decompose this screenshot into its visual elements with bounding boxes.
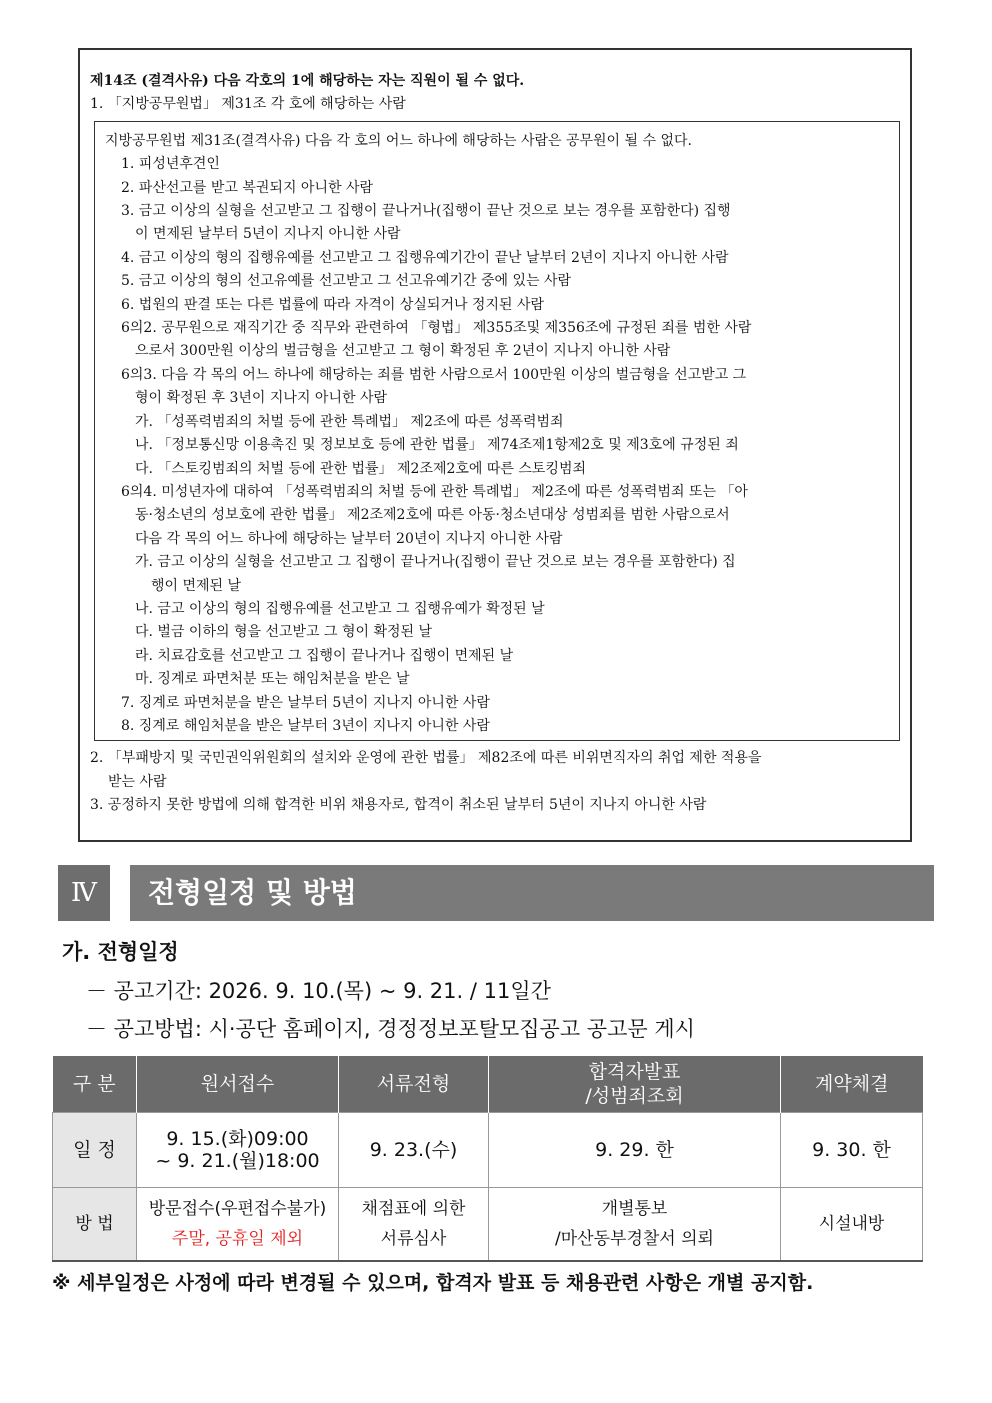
announce-method [489, 1188, 781, 1262]
announce-method-line2: /마산동부경찰서 의뢰 [555, 1229, 714, 1249]
footnote: ※ 세부일정은 사정에 따라 변경될 수 있으며, 합격자 발표 등 채용관련 사항은 개별 공지함. [52, 1272, 814, 1294]
header-document: 서류전형 [339, 1056, 489, 1113]
law31-line: 가. 「성폭력범죄의 처벌 등에 관한 특례법」 제2조에 따른 성폭력범죄 [135, 413, 564, 430]
receipt-method-line1: 방문접수(우편접수불가) [148, 1199, 327, 1219]
law31-line: 7. 징계로 파면처분을 받은 날부터 5년이 지나지 아니한 사람 [121, 694, 490, 711]
law31-line: 다. 「스토킹범죄의 처벌 등에 관한 법률」 제2조제2호에 따른 스토킹범죄 [135, 460, 587, 477]
header-contract: 계약체결 [781, 1056, 923, 1113]
notice-method: － 공고방법: 시·공단 홈페이지, 경정정보포탈모집공고 공고문 게시 [86, 1017, 695, 1041]
table-header-row [53, 1056, 923, 1113]
document-method-line2: 서류심사 [380, 1229, 447, 1249]
law31-line: 6의2. 공무원으로 재직기간 중 직무와 관련하여 「형법」 제355조및 제356조에 규정된 죄를 범한 사람 [121, 320, 752, 337]
schedule-table [52, 1056, 923, 1262]
announce-schedule: 9. 29. 한 [489, 1113, 781, 1188]
law31-line: 다음 각 목의 어느 하나에 해당하는 날부터 20년이 지나지 아니한 사람 [135, 530, 563, 547]
contract-schedule: 9. 30. 한 [781, 1113, 923, 1188]
document-schedule: 9. 23.(수) [339, 1113, 489, 1188]
law31-line: 나. 금고 이상의 형의 집행유예를 선고받고 그 집행유예가 확정된 날 [135, 600, 545, 617]
receipt-method-note: 주말, 공휴일 제외 [171, 1229, 304, 1249]
law31-line: 3. 금고 이상의 실형을 선고받고 그 집행이 끝나거나(집행이 끝난 것으로 보는 경우를 포함한다) 집행 [121, 203, 731, 220]
law31-line: 동·청소년의 성보호에 관한 법률」 제2조제2호에 따른 아동·청소년대상 성범죄를 범한 사람으로서 [135, 507, 730, 524]
law31-line: 5. 금고 이상의 형의 선고유예를 선고받고 그 선고유예기간 중에 있는 사람 [121, 273, 572, 290]
law31-line: 8. 징계로 해임처분을 받은 날부터 3년이 지나지 아니한 사람 [121, 717, 490, 734]
law31-line: 6의4. 미성년자에 대하여 「성폭력범죄의 처벌 등에 관한 특례법」 제2조에 따른 성폭력범죄 또는 「아 [121, 483, 748, 500]
article14-item1: 1. 「지방공무원법」 제31조 각 호에 해당하는 사람 [90, 96, 406, 113]
contract-method: 시설내방 [781, 1188, 923, 1262]
header-announce [489, 1056, 781, 1113]
sub-heading: 가. 전형일정 [62, 940, 179, 964]
receipt-end: ~ 9. 21.(월)18:00 [155, 1150, 320, 1172]
article14-item3: 3. 공정하지 못한 방법에 의해 합격한 비위 채용자로, 합격이 취소된 날부터 5년이 지나지 아니한 사람 [90, 797, 707, 814]
article14-item2: 2. 「부패방지 및 국민권익위원회의 설치와 운영에 관한 법률」 제82조에 따른 비위면직자의 취업 제한 적용을 [90, 750, 762, 767]
law31-line: 라. 치료감호를 선고받고 그 집행이 끝나거나 집행이 면제된 날 [135, 647, 514, 664]
receipt-method [137, 1188, 339, 1262]
document-method [339, 1188, 489, 1262]
article14-item2-cont: 받는 사람 [108, 773, 167, 790]
law31-intro: 지방공무원법 제31조(결격사유) 다음 각 호의 어느 하나에 해당하는 사람은 공무원이 될 수 없다. [105, 132, 692, 149]
row-label-schedule: 일 정 [53, 1113, 137, 1188]
header-announce-line2: /성범죄조회 [585, 1085, 684, 1107]
law31-line: 가. 금고 이상의 실형을 선고받고 그 집행이 끝나거나(집행이 끝난 것으로 보는 경우를 포함한다) 집 [135, 554, 736, 571]
law31-line: 나. 「정보통신망 이용촉진 및 정보보호 등에 관한 법률」 제74조제1항제2호 및 제3호에 규정된 죄 [135, 437, 739, 454]
header-announce-line1: 합격자발표 [588, 1061, 681, 1083]
article14-box [78, 48, 912, 842]
receipt-schedule [137, 1113, 339, 1188]
header-receipt: 원서접수 [137, 1056, 339, 1113]
document-method-line1: 채점표에 의한 [361, 1199, 466, 1219]
law31-line: 마. 징계로 파면처분 또는 해임처분을 받은 날 [135, 671, 410, 688]
law31-line: 으로서 300만원 이상의 벌금형을 선고받고 그 형이 확정된 후 2년이 지나지 아니한 사람 [135, 343, 671, 360]
law31-line: 2. 파산선고를 받고 복권되지 아니한 사람 [121, 179, 373, 196]
header-category: 구 분 [53, 1056, 137, 1113]
announce-method-line1: 개별통보 [601, 1199, 668, 1219]
law31-line: 1. 피성년후견인 [121, 156, 220, 173]
law31-line: 행이 면제된 날 [151, 577, 242, 594]
law31-line: 4. 금고 이상의 형의 집행유예를 선고받고 그 집행유예기간이 끝난 날부터 2년이 지나지 아니한 사람 [121, 249, 729, 266]
law31-line: 형이 확정된 후 3년이 지나지 아니한 사람 [135, 390, 387, 407]
section-header [58, 865, 934, 921]
law31-line: 6의3. 다음 각 목의 어느 하나에 해당하는 죄를 범한 사람으로서 100만원 이상의 벌금형을 선고받고 그 [121, 366, 747, 383]
notice-period: － 공고기간: 2026. 9. 10.(목) ~ 9. 21. / 11일간 [86, 979, 551, 1003]
table-row [53, 1188, 923, 1262]
law31-line: 다. 벌금 이하의 형을 선고받고 그 형이 확정된 날 [135, 624, 433, 641]
law31-box [94, 121, 900, 742]
row-label-method: 방 법 [53, 1188, 137, 1262]
receipt-start: 9. 15.(화)09:00 [166, 1128, 309, 1150]
section-title: 전형일정 및 방법 [130, 865, 934, 921]
article14-title: 제14조 (결격사유) 다음 각호의 1에 해당하는 자는 직원이 될 수 없다. [90, 73, 525, 89]
table-row [53, 1113, 923, 1188]
section-number: Ⅳ [58, 865, 110, 921]
law31-line: 6. 법원의 판결 또는 다른 법률에 따라 자격이 상실되거나 정지된 사람 [121, 296, 545, 313]
law31-line: 이 면제된 날부터 5년이 지나지 아니한 사람 [135, 226, 401, 243]
